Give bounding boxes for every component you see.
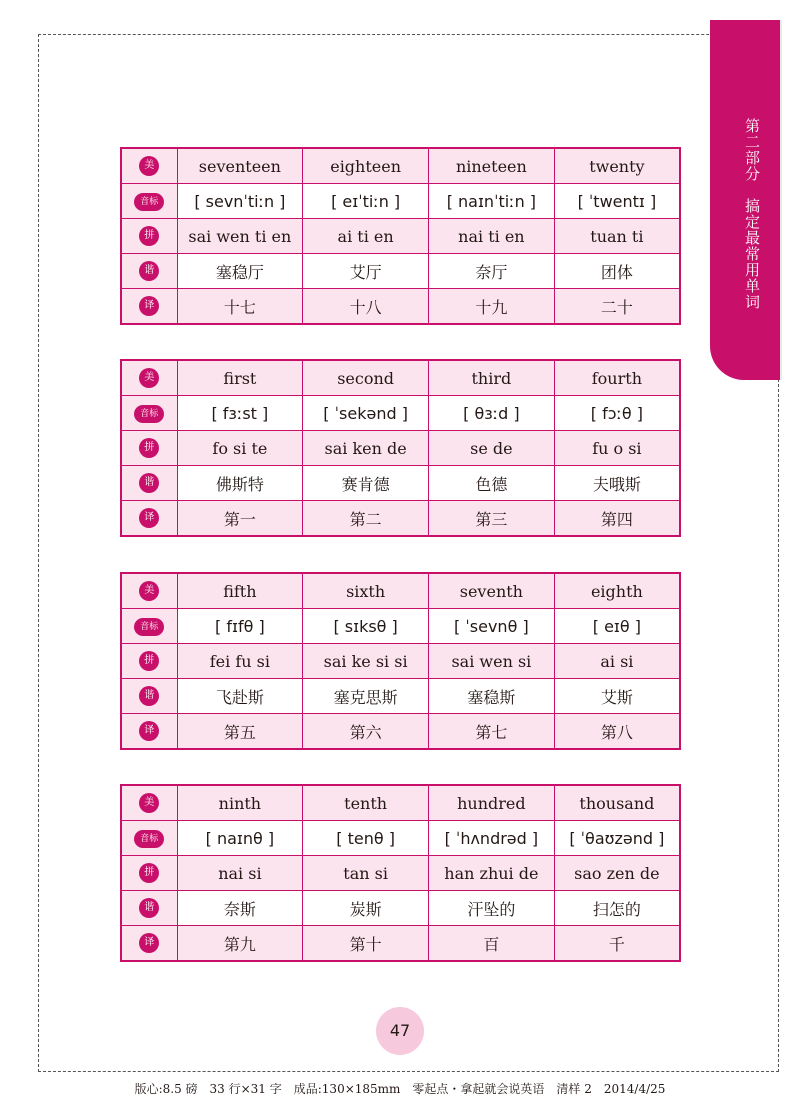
table-cell: fourth — [554, 360, 680, 396]
table-cell: fu o si — [554, 431, 680, 466]
table-cell: [ sevnˈtiːn ] — [177, 184, 303, 219]
table-row — [121, 821, 680, 856]
row-label-cell — [121, 679, 177, 714]
table-cell: seventh — [429, 573, 555, 609]
table-row — [121, 466, 680, 501]
row-label-badge: 译 — [139, 933, 159, 953]
table-cell: [ ˈsekənd ] — [303, 396, 429, 431]
table-row — [121, 679, 680, 714]
table-cell: 千 — [554, 926, 680, 962]
table-cell: 炭斯 — [303, 891, 429, 926]
row-label-cell — [121, 184, 177, 219]
table-cell: fifth — [177, 573, 303, 609]
table-cell: tan si — [303, 856, 429, 891]
table-cell: 十八 — [303, 289, 429, 325]
table-cell: nai si — [177, 856, 303, 891]
row-label-badge: 谐 — [139, 261, 159, 281]
table-row — [121, 714, 680, 750]
table-cell: 扫怎的 — [554, 891, 680, 926]
table-row — [121, 219, 680, 254]
table-cell: [ fɜːst ] — [177, 396, 303, 431]
row-label-cell — [121, 644, 177, 679]
table-cell: [ naɪnθ ] — [177, 821, 303, 856]
table-cell: eighteen — [303, 148, 429, 184]
row-label-cell — [121, 431, 177, 466]
table-row — [121, 184, 680, 219]
table-cell: 奈斯 — [177, 891, 303, 926]
table-cell: ai ti en — [303, 219, 429, 254]
table-cell: 十七 — [177, 289, 303, 325]
table-cell: sai wen ti en — [177, 219, 303, 254]
table-row — [121, 396, 680, 431]
table-row — [121, 644, 680, 679]
row-label-badge: 美 — [139, 581, 159, 601]
row-label-cell — [121, 466, 177, 501]
table-cell: third — [429, 360, 555, 396]
table-cell: tuan ti — [554, 219, 680, 254]
row-label-badge: 音标 — [134, 193, 164, 211]
row-label-cell — [121, 926, 177, 962]
row-label-badge: 拼 — [139, 863, 159, 883]
row-label-cell — [121, 573, 177, 609]
row-label-cell — [121, 821, 177, 856]
row-label-cell — [121, 148, 177, 184]
table-cell: 艾厅 — [303, 254, 429, 289]
table-row — [121, 254, 680, 289]
table-cell: tenth — [303, 785, 429, 821]
row-label-badge: 拼 — [139, 226, 159, 246]
table-cell: [ θɜːd ] — [429, 396, 555, 431]
row-label-cell — [121, 501, 177, 537]
vocab-table — [120, 572, 681, 750]
table-row — [121, 501, 680, 537]
table-row — [121, 360, 680, 396]
table-cell: [ sɪksθ ] — [303, 609, 429, 644]
table-cell: 第三 — [429, 501, 555, 537]
table-cell: 第八 — [554, 714, 680, 750]
row-label-badge: 译 — [139, 721, 159, 741]
row-label-badge: 美 — [139, 368, 159, 388]
row-label-badge: 音标 — [134, 830, 164, 848]
row-label-cell — [121, 785, 177, 821]
table-cell: ai si — [554, 644, 680, 679]
table-cell: 第二 — [303, 501, 429, 537]
row-label-badge: 拼 — [139, 438, 159, 458]
table-cell: ninth — [177, 785, 303, 821]
table-cell: sixth — [303, 573, 429, 609]
table-cell: nai ti en — [429, 219, 555, 254]
side-tab-title: 第二部分 搞定最常用单词 — [743, 118, 761, 310]
row-label-badge: 译 — [139, 296, 159, 316]
table-cell: [ ˈθaʊzənd ] — [554, 821, 680, 856]
table-cell: 塞稳斯 — [429, 679, 555, 714]
table-cell: first — [177, 360, 303, 396]
table-cell: [ fɔːθ ] — [554, 396, 680, 431]
table-cell: sai ken de — [303, 431, 429, 466]
table-cell: [ ˈhʌndrəd ] — [429, 821, 555, 856]
table-cell: 二十 — [554, 289, 680, 325]
table-cell: [ fɪfθ ] — [177, 609, 303, 644]
row-label-badge: 谐 — [139, 473, 159, 493]
table-cell: [ eɪθ ] — [554, 609, 680, 644]
row-label-cell — [121, 856, 177, 891]
table-cell: eighth — [554, 573, 680, 609]
table-cell: 飞赴斯 — [177, 679, 303, 714]
table-cell: fo si te — [177, 431, 303, 466]
table-cell: han zhui de — [429, 856, 555, 891]
vocab-table — [120, 359, 681, 537]
row-label-cell — [121, 609, 177, 644]
row-label-badge: 音标 — [134, 618, 164, 636]
table-cell: fei fu si — [177, 644, 303, 679]
table-row — [121, 856, 680, 891]
table-row — [121, 289, 680, 325]
table-row — [121, 926, 680, 962]
row-label-badge: 译 — [139, 508, 159, 528]
row-label-cell — [121, 219, 177, 254]
print-footer: 版心:8.5 磅 33 行×31 字 成品:130×185mm 零起点・拿起就会说英语 清样 2 2014/4/25 — [134, 1082, 666, 1096]
table-cell: sao zen de — [554, 856, 680, 891]
row-label-badge: 谐 — [139, 898, 159, 918]
table-row — [121, 148, 680, 184]
table-cell: 第五 — [177, 714, 303, 750]
table-cell: sai ke si si — [303, 644, 429, 679]
row-label-cell — [121, 891, 177, 926]
table-cell: [ tenθ ] — [303, 821, 429, 856]
row-label-cell — [121, 289, 177, 325]
table-cell: twenty — [554, 148, 680, 184]
row-label-badge: 拼 — [139, 651, 159, 671]
table-cell: 夫哦斯 — [554, 466, 680, 501]
table-cell: second — [303, 360, 429, 396]
vocab-table — [120, 784, 681, 962]
table-cell: 塞克思斯 — [303, 679, 429, 714]
table-cell: 团体 — [554, 254, 680, 289]
table-cell: nineteen — [429, 148, 555, 184]
table-cell: [ ˈsevnθ ] — [429, 609, 555, 644]
table-cell: 汗坠的 — [429, 891, 555, 926]
row-label-cell — [121, 714, 177, 750]
table-row — [121, 431, 680, 466]
page-number: 47 — [376, 1007, 424, 1055]
table-cell: 十九 — [429, 289, 555, 325]
vocab-table — [120, 147, 681, 325]
table-cell: 第十 — [303, 926, 429, 962]
table-cell: 第六 — [303, 714, 429, 750]
row-label-badge: 美 — [139, 793, 159, 813]
table-cell: se de — [429, 431, 555, 466]
table-cell: seventeen — [177, 148, 303, 184]
table-cell: 第一 — [177, 501, 303, 537]
table-cell: 百 — [429, 926, 555, 962]
row-label-cell — [121, 360, 177, 396]
row-label-cell — [121, 396, 177, 431]
row-label-badge: 美 — [139, 156, 159, 176]
row-label-badge: 谐 — [139, 686, 159, 706]
table-cell: 第四 — [554, 501, 680, 537]
table-cell: 奈厅 — [429, 254, 555, 289]
table-cell: [ naɪnˈtiːn ] — [429, 184, 555, 219]
table-cell: thousand — [554, 785, 680, 821]
table-cell: 艾斯 — [554, 679, 680, 714]
table-cell: hundred — [429, 785, 555, 821]
table-cell: 佛斯特 — [177, 466, 303, 501]
table-cell: [ ˈtwentɪ ] — [554, 184, 680, 219]
table-row — [121, 573, 680, 609]
table-cell: 赛肯德 — [303, 466, 429, 501]
table-cell: sai wen si — [429, 644, 555, 679]
table-cell: 第九 — [177, 926, 303, 962]
table-cell: [ eɪˈtiːn ] — [303, 184, 429, 219]
row-label-cell — [121, 254, 177, 289]
table-cell: 第七 — [429, 714, 555, 750]
table-row — [121, 785, 680, 821]
table-row — [121, 891, 680, 926]
table-cell: 色德 — [429, 466, 555, 501]
table-row — [121, 609, 680, 644]
table-cell: 塞稳厅 — [177, 254, 303, 289]
row-label-badge: 音标 — [134, 405, 164, 423]
